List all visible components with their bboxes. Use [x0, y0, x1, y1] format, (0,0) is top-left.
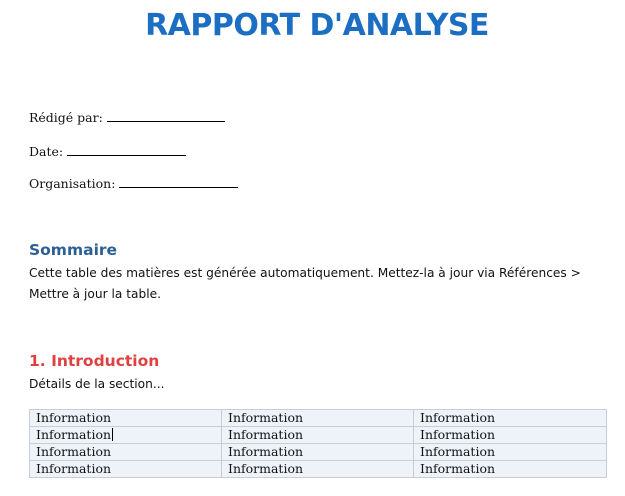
table-cell[interactable]: Information — [414, 427, 607, 444]
author-blank-line[interactable] — [107, 120, 225, 122]
table-cell[interactable]: Information — [414, 444, 607, 461]
organisation-label: Organisation: — [29, 176, 116, 191]
introduction-heading: 1. Introduction — [29, 352, 160, 370]
table-cell[interactable] — [30, 427, 222, 444]
table-row — [30, 444, 607, 461]
table-cell[interactable]: Information — [414, 461, 607, 478]
date-blank-line[interactable] — [67, 154, 186, 156]
table-cell[interactable]: Information — [222, 444, 414, 461]
table-row — [30, 427, 607, 444]
table-cell[interactable]: Information — [222, 461, 414, 478]
table-cell[interactable]: Information — [30, 410, 222, 427]
table-cell[interactable]: Information — [222, 427, 414, 444]
organisation-blank-line[interactable] — [119, 186, 238, 188]
sommaire-heading: Sommaire — [29, 241, 118, 259]
author-label: Rédigé par: — [29, 110, 103, 125]
table-cell[interactable]: Information — [30, 461, 222, 478]
date-field — [29, 144, 186, 159]
sommaire-line: Cette table des matières est générée automatiquement. Mettez-la à jour via Références > — [29, 266, 581, 280]
table-cell[interactable]: Information — [30, 444, 222, 461]
document-title: RAPPORT D'ANALYSE — [145, 8, 489, 43]
table-row — [30, 410, 607, 427]
table-row — [30, 461, 607, 478]
author-field — [29, 110, 225, 125]
organisation-field — [29, 176, 238, 191]
introduction-details: Détails de la section... — [29, 377, 165, 391]
table-cell-text: Information — [36, 427, 112, 442]
table-cell[interactable]: Information — [414, 410, 607, 427]
table-cell[interactable]: Information — [222, 410, 414, 427]
date-label: Date: — [29, 144, 64, 159]
sommaire-text — [29, 263, 581, 305]
sommaire-line: Mettre à jour la table. — [29, 287, 161, 301]
text-cursor — [112, 428, 113, 441]
information-table — [29, 409, 607, 478]
